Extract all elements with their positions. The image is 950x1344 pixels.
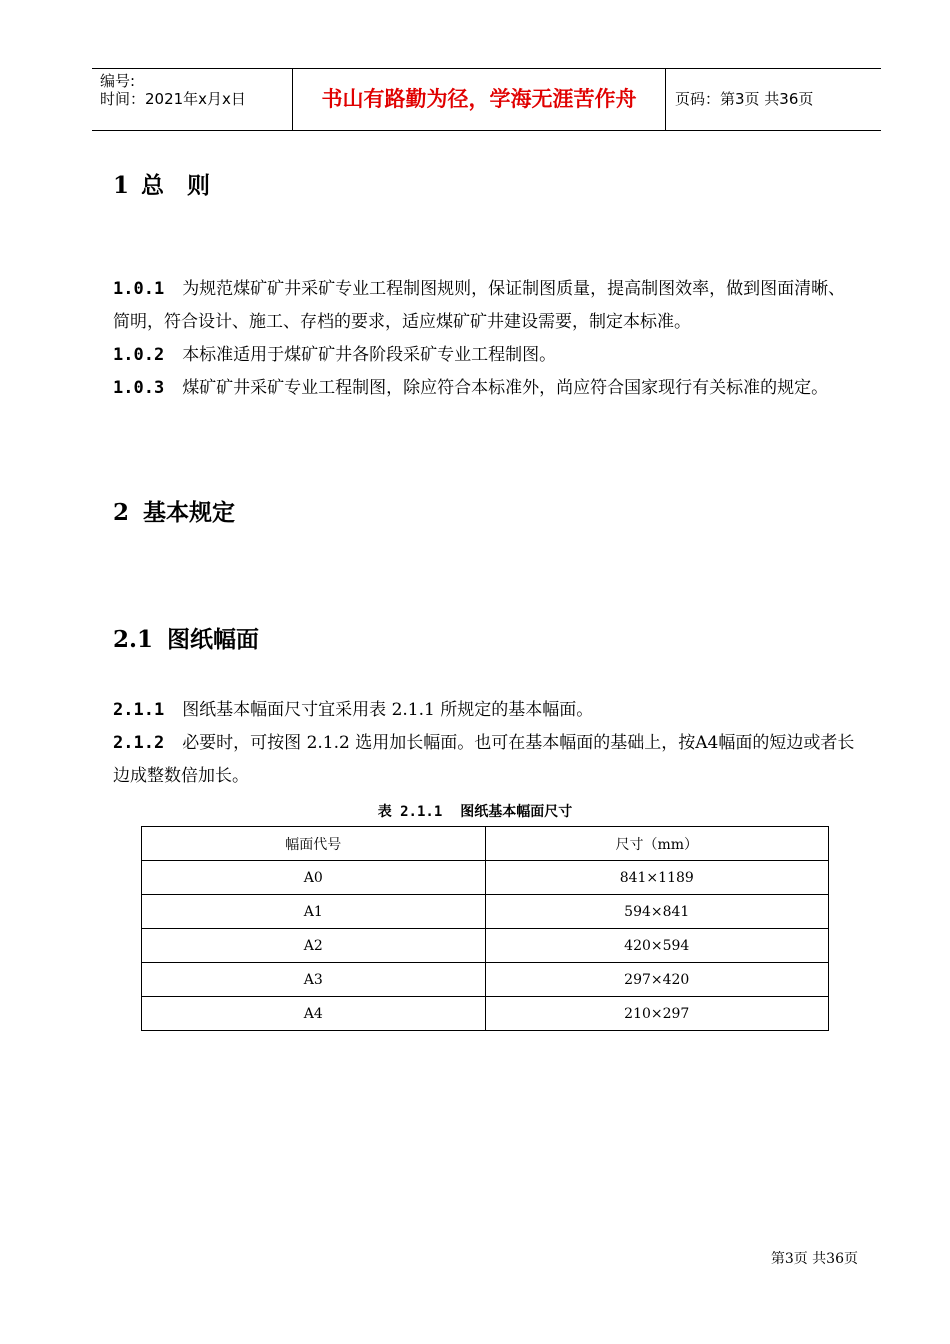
section-title: 图纸幅面: [167, 626, 260, 653]
section-title: 基本规定: [143, 499, 236, 526]
section-title: 总 则: [141, 172, 211, 199]
clause-text: 本标准适用于煤矿矿井各阶段采矿专业工程制图。: [182, 345, 557, 365]
cell-size: 297×420: [485, 963, 829, 997]
table-row: [142, 997, 829, 1031]
table-row: [142, 861, 829, 895]
table-title: 图纸基本幅面尺寸: [460, 804, 573, 820]
cell-code: A2: [142, 929, 486, 963]
clause-2-1-2: [113, 727, 861, 793]
document-time: 时间：2021年x月x日: [100, 90, 246, 108]
cell-size: 594×841: [485, 895, 829, 929]
table-caption: [0, 801, 950, 821]
page-footer: 第3页 共36页: [770, 1251, 858, 1267]
cell-code: A1: [142, 895, 486, 929]
table-row: [142, 929, 829, 963]
clause-number: 2.1.1: [113, 700, 165, 720]
paper-size-table: [141, 826, 829, 1031]
section-number: 2: [113, 499, 130, 526]
section-heading-2-1: [113, 621, 259, 654]
clause-1-0-1: [113, 273, 861, 339]
clause-text: 为规范煤矿矿井采矿专业工程制图规则，保证制图质量，提高制图效率，做到图面清晰、简明，符合设计、施工、存档的要求，适应煤矿矿井建设需要，制定本标准。: [113, 279, 846, 332]
clause-1-0-2: [113, 339, 861, 372]
header-divider: [665, 69, 666, 130]
table-row: [142, 895, 829, 929]
column-header-size: 尺寸（mm）: [485, 827, 829, 861]
clause-2-1-1: [113, 694, 861, 727]
clause-text: 煤矿矿井采矿专业工程制图，除应符合本标准外，尚应符合国家现行有关标准的规定。: [182, 378, 829, 398]
header-page-number: 页码：第3页 共36页: [675, 90, 814, 108]
header-meta: [100, 69, 292, 130]
page-header: [92, 68, 881, 131]
cell-code: A4: [142, 997, 486, 1031]
clause-text: 必要时，可按图 2.1.2 选用加长幅面。也可在基本幅面的基础上，按A4幅面的短边或者长边成整数倍加长。: [113, 733, 855, 786]
clause-number: 1.0.2: [113, 345, 165, 365]
cell-size: 420×594: [485, 929, 829, 963]
section-number: 2.1: [113, 626, 154, 653]
header-motto: 书山有路勤为径，学海无涯苦作舟: [321, 87, 637, 111]
cell-size: 841×1189: [485, 861, 829, 895]
cell-size: 210×297: [485, 997, 829, 1031]
clause-number: 1.0.3: [113, 378, 165, 398]
table-number: 表 2.1.1: [377, 804, 443, 820]
document-number: 编号:: [100, 72, 136, 90]
table-header-row: [142, 827, 829, 861]
clause-1-0-3: [113, 372, 861, 405]
column-header-code: 幅面代号: [142, 827, 486, 861]
section-heading-1: [113, 167, 210, 200]
section-number: 1: [113, 172, 130, 199]
cell-code: A0: [142, 861, 486, 895]
table-row: [142, 963, 829, 997]
clause-number: 2.1.2: [113, 733, 165, 753]
clause-number: 1.0.1: [113, 279, 165, 299]
section-heading-2: [113, 494, 235, 527]
clause-text: 图纸基本幅面尺寸宜采用表 2.1.1 所规定的基本幅面。: [182, 700, 594, 720]
cell-code: A3: [142, 963, 486, 997]
